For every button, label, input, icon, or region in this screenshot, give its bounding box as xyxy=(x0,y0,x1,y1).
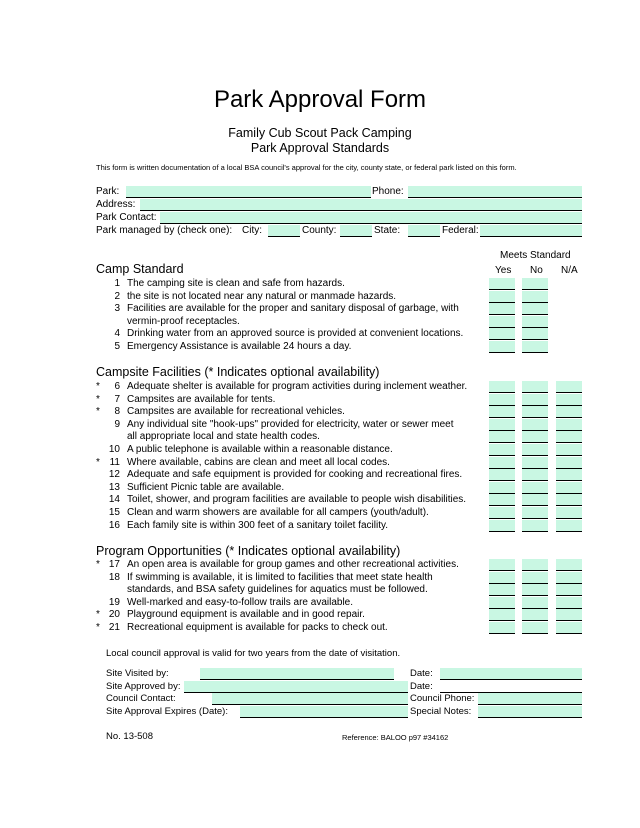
item-number: 11 xyxy=(109,456,120,468)
yes-checkbox[interactable] xyxy=(489,609,515,621)
site-approved-label: Site Approved by: xyxy=(106,681,181,692)
address-label: Address: xyxy=(96,199,136,210)
yes-checkbox[interactable] xyxy=(489,419,515,431)
no-checkbox[interactable] xyxy=(522,482,548,494)
optional-star: * xyxy=(96,381,100,392)
na-checkbox[interactable] xyxy=(556,457,582,469)
na-checkbox[interactable] xyxy=(556,494,582,506)
city-label: City: xyxy=(242,225,262,236)
no-checkbox[interactable] xyxy=(522,572,548,584)
na-checkbox[interactable] xyxy=(556,482,582,494)
item-text: The camping site is clean and safe from hazards. xyxy=(127,278,345,289)
item-text: If swimming is available, it is limited to facilities that meet state health xyxy=(127,571,433,583)
item-number: 1 xyxy=(114,278,120,289)
na-checkbox[interactable] xyxy=(556,609,582,621)
managed-by-label: Park managed by (check one): xyxy=(96,225,233,236)
state-label: State: xyxy=(374,225,401,236)
federal-label: Federal: xyxy=(442,225,479,236)
address-field[interactable] xyxy=(140,199,582,211)
item-text: Sufficient Picnic table are available. xyxy=(127,481,285,493)
item-text: An open area is available for group games and other recreational activities. xyxy=(127,559,459,570)
item-text: Facilities are available for the proper and sanitary disposal of garbage, with xyxy=(127,303,459,315)
site-visited-label: Site Visited by: xyxy=(106,668,169,679)
phone-field[interactable] xyxy=(408,186,582,198)
camp-standard-heading: Camp Standard xyxy=(96,262,184,276)
yes-checkbox[interactable] xyxy=(489,507,515,519)
no-checkbox[interactable] xyxy=(522,278,548,290)
na-checkbox[interactable] xyxy=(556,469,582,481)
item-text: Playground equipment is available and in good repair. xyxy=(127,609,365,621)
council-contact-label: Council Contact: xyxy=(106,693,176,704)
city-checkbox[interactable] xyxy=(268,225,300,237)
item-number: 3 xyxy=(114,303,120,315)
yes-checkbox[interactable] xyxy=(489,622,515,634)
item-text: Emergency Assistance is available 24 hours a day. xyxy=(127,341,352,352)
no-checkbox[interactable] xyxy=(522,291,548,303)
yes-checkbox[interactable] xyxy=(489,394,515,406)
na-checkbox[interactable] xyxy=(556,444,582,456)
item-text: Toilet, shower, and program facilities are available to people wish disabilities. xyxy=(127,494,467,506)
optional-star: * xyxy=(96,559,100,570)
item-number: 17 xyxy=(108,559,120,570)
item-text: all appropriate local and state health codes. xyxy=(127,431,320,443)
optional-star: * xyxy=(96,406,100,418)
item-number: 6 xyxy=(114,381,120,392)
yes-checkbox[interactable] xyxy=(489,494,515,506)
optional-star: * xyxy=(96,393,100,405)
yes-checkbox[interactable] xyxy=(489,278,515,290)
no-checkbox[interactable] xyxy=(522,609,548,621)
yes-checkbox[interactable] xyxy=(489,457,515,469)
validity-note: Local council approval is valid for two years from the date of visitation. xyxy=(106,648,401,659)
no-checkbox[interactable] xyxy=(522,622,548,634)
campsite-facilities-heading: Campsite Facilities (* Indicates optional availability) xyxy=(96,365,380,379)
expires-label: Site Approval Expires (Date): xyxy=(106,706,228,717)
item-text: A public telephone is available within a reasonable distance. xyxy=(127,444,393,455)
yes-checkbox[interactable] xyxy=(489,406,515,418)
item-number: 9 xyxy=(114,418,120,430)
county-checkbox[interactable] xyxy=(340,225,372,237)
optional-star: * xyxy=(96,609,100,621)
item-text: Adequate and safe equipment is provided for cooking and recreational fires. xyxy=(127,469,463,481)
na-checkbox[interactable] xyxy=(556,622,582,634)
program-opportunities-heading: Program Opportunities (* Indicates optional availability) xyxy=(96,544,401,558)
meets-standard-header: Meets Standard xyxy=(500,250,571,261)
yes-checkbox[interactable] xyxy=(489,520,515,532)
council-contact-field[interactable] xyxy=(212,693,408,705)
council-phone-field[interactable] xyxy=(478,693,582,705)
item-text: Campsites are available for recreational vehicles. xyxy=(127,406,345,418)
item-number: 21 xyxy=(108,622,120,633)
na-column-header: N/A xyxy=(561,265,578,276)
park-label: Park: xyxy=(96,186,120,197)
yes-column-header: Yes xyxy=(495,265,512,276)
no-checkbox[interactable] xyxy=(522,520,548,532)
item-text: Clean and warm showers are available for all campers (youth/adult). xyxy=(127,507,429,518)
item-text: Recreational equipment is available for packs to check out. xyxy=(127,622,388,633)
na-checkbox[interactable] xyxy=(556,559,582,571)
state-checkbox[interactable] xyxy=(408,225,440,237)
na-checkbox[interactable] xyxy=(556,406,582,418)
no-checkbox[interactable] xyxy=(522,584,548,596)
yes-checkbox[interactable] xyxy=(489,559,515,571)
yes-checkbox[interactable] xyxy=(489,572,515,584)
item-text: Campsites are available for tents. xyxy=(127,393,276,405)
na-checkbox[interactable] xyxy=(556,381,582,393)
na-checkbox[interactable] xyxy=(556,431,582,443)
council-phone-label: Council Phone: xyxy=(410,693,475,704)
item-number: 7 xyxy=(114,393,120,405)
na-checkbox[interactable] xyxy=(556,520,582,532)
no-checkbox[interactable] xyxy=(522,469,548,481)
item-number: 19 xyxy=(108,596,120,608)
no-checkbox[interactable] xyxy=(522,507,548,519)
no-checkbox[interactable] xyxy=(522,406,548,418)
yes-checkbox[interactable] xyxy=(489,303,515,315)
no-checkbox[interactable] xyxy=(522,419,548,431)
item-text: Each family site is within 300 feet of a sanitary toilet facility. xyxy=(127,519,389,531)
form-number: No. 13-508 xyxy=(106,731,154,742)
yes-checkbox[interactable] xyxy=(489,444,515,456)
na-checkbox[interactable] xyxy=(556,584,582,596)
yes-checkbox[interactable] xyxy=(489,482,515,494)
no-checkbox[interactable] xyxy=(522,457,548,469)
no-checkbox[interactable] xyxy=(522,394,548,406)
item-number: 5 xyxy=(114,341,120,352)
optional-star: * xyxy=(96,622,100,633)
item-text: Where available, cabins are clean and meet all local codes. xyxy=(127,456,390,468)
yes-checkbox[interactable] xyxy=(489,341,515,353)
intro-text: This form is written documentation of a local BSA council's approval for the city, county state, or federal park listed on this form. xyxy=(96,163,517,172)
yes-checkbox[interactable] xyxy=(489,597,515,609)
no-checkbox[interactable] xyxy=(522,494,548,506)
na-checkbox[interactable] xyxy=(556,394,582,406)
yes-checkbox[interactable] xyxy=(489,316,515,328)
reference: Reference: BALOO p97 #34162 xyxy=(342,733,449,742)
item-text: the site is not located near any natural or manmade hazards. xyxy=(127,290,397,302)
special-notes-label: Special Notes: xyxy=(410,706,472,717)
expires-field[interactable] xyxy=(240,706,408,718)
yes-checkbox[interactable] xyxy=(489,469,515,481)
na-checkbox[interactable] xyxy=(556,419,582,431)
special-notes-field[interactable] xyxy=(478,706,582,718)
no-checkbox[interactable] xyxy=(522,316,548,328)
subtitle: Family Cub Scout Pack Camping xyxy=(228,126,412,140)
item-number: 4 xyxy=(114,328,120,340)
yes-checkbox[interactable] xyxy=(489,291,515,303)
no-checkbox[interactable] xyxy=(522,328,548,340)
park-field[interactable] xyxy=(126,186,371,198)
yes-checkbox[interactable] xyxy=(489,584,515,596)
item-number: 13 xyxy=(108,481,120,493)
item-text: Drinking water from an approved source is provided at convenient locations. xyxy=(127,328,464,340)
no-checkbox[interactable] xyxy=(522,559,548,571)
date-field-2[interactable] xyxy=(440,681,582,693)
optional-star: * xyxy=(96,456,100,468)
item-number: 20 xyxy=(108,609,120,621)
phone-label: Phone: xyxy=(372,186,404,197)
page-title: Park Approval Form xyxy=(213,86,427,113)
federal-checkbox[interactable] xyxy=(480,225,582,237)
yes-checkbox[interactable] xyxy=(489,381,515,393)
yes-checkbox[interactable] xyxy=(489,328,515,340)
item-text: vermin-proof receptacles. xyxy=(127,315,240,327)
site-approved-field[interactable] xyxy=(184,681,408,693)
no-checkbox[interactable] xyxy=(522,431,548,443)
item-number: 14 xyxy=(108,494,120,506)
item-number: 2 xyxy=(114,290,120,302)
item-number: 10 xyxy=(108,444,120,455)
site-visited-field[interactable] xyxy=(200,668,394,680)
no-checkbox[interactable] xyxy=(522,597,548,609)
no-checkbox[interactable] xyxy=(522,381,548,393)
item-number: 15 xyxy=(108,507,120,518)
no-checkbox[interactable] xyxy=(522,341,548,353)
county-label: County: xyxy=(302,225,337,236)
na-checkbox[interactable] xyxy=(556,507,582,519)
item-text: Adequate shelter is available for program activities during inclement weather. xyxy=(127,381,468,392)
na-checkbox[interactable] xyxy=(556,572,582,584)
item-number: 12 xyxy=(108,469,120,481)
item-number: 16 xyxy=(108,519,120,531)
yes-checkbox[interactable] xyxy=(489,431,515,443)
no-column-header: No xyxy=(530,265,543,276)
date-field-1[interactable] xyxy=(440,668,582,680)
park-contact-label: Park Contact: xyxy=(96,212,157,223)
date-label-1: Date: xyxy=(410,668,433,679)
item-text: standards, and BSA safety guidelines for aquatics must be followed. xyxy=(127,584,428,596)
item-number: 18 xyxy=(108,571,120,583)
no-checkbox[interactable] xyxy=(522,303,548,315)
item-text: Any individual site "hook-ups" provided for electricity, water or sewer meet xyxy=(127,418,454,430)
park-contact-field[interactable] xyxy=(160,212,582,224)
item-number: 8 xyxy=(114,406,120,418)
item-text: Well-marked and easy-to-follow trails are available. xyxy=(127,596,354,608)
no-checkbox[interactable] xyxy=(522,444,548,456)
na-checkbox[interactable] xyxy=(556,597,582,609)
subtitle-2: Park Approval Standards xyxy=(250,141,390,155)
date-label-2: Date: xyxy=(410,681,433,692)
